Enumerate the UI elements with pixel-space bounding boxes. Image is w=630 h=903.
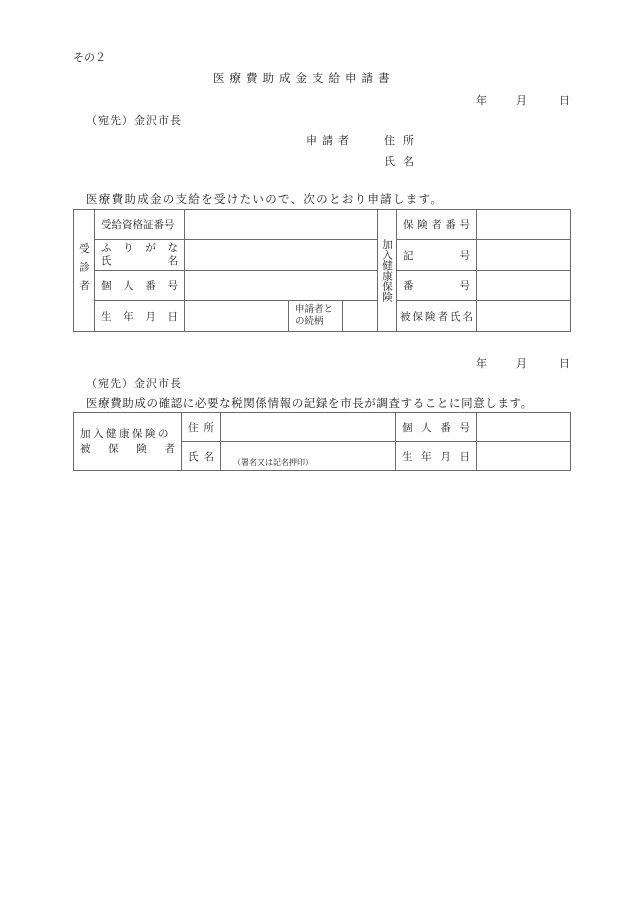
addressee: （宛先）金沢市長 xyxy=(86,114,182,127)
page-title: 医療費助成金支給申請書 xyxy=(213,71,395,85)
insured-address-field[interactable] xyxy=(221,413,396,442)
insured-signature-field[interactable] xyxy=(221,442,396,471)
patient-name-field[interactable] xyxy=(185,240,378,271)
insurer-number-label: 保 険 者 番 号 xyxy=(397,210,477,240)
consent-date-day-label: 日 xyxy=(559,357,570,370)
insured-address-label: 住所 xyxy=(182,413,221,442)
consent-date-year-label: 年 xyxy=(476,357,487,370)
date-year-label: 年 xyxy=(476,94,487,107)
consent-statement: 医療費助成の確認に必要な税関係情報の記録を市長が調査することに同意します。 xyxy=(86,396,533,410)
insured-personal-number-label: 個 人 番 号 xyxy=(396,413,477,442)
cert-number-label: 受給資格証番号 xyxy=(95,210,185,240)
number-field[interactable] xyxy=(477,271,571,301)
furigana-name-label: ふ り が な 氏 名 xyxy=(95,240,185,271)
relation-label: 申請者と の続柄 xyxy=(289,301,343,332)
date-day-label: 日 xyxy=(559,94,570,107)
personal-number-label: 個 人 番 号 xyxy=(95,271,185,301)
insurance-group-label: 加入健康保険 xyxy=(378,210,397,332)
date-month-label: 月 xyxy=(516,94,527,107)
consent-table xyxy=(73,412,571,471)
cert-number-field[interactable] xyxy=(185,210,378,240)
birthdate-label: 生 年 月 日 xyxy=(95,301,185,332)
applicant-label: 申請者 xyxy=(306,134,354,147)
number-label: 番 号 xyxy=(397,271,477,301)
form-number: その２ xyxy=(73,51,106,64)
applicant-name-label: 氏名 xyxy=(384,155,422,168)
birthdate-field[interactable] xyxy=(185,301,289,332)
insured-name-field[interactable] xyxy=(477,301,571,332)
applicant-address-label: 住所 xyxy=(384,134,422,147)
consent-date-month-label: 月 xyxy=(516,357,527,370)
insured-group-label: 加入健康保険の 被 保 険 者 xyxy=(74,413,182,471)
patient-group-label: 受診者 xyxy=(74,210,95,332)
symbol-field[interactable] xyxy=(477,240,571,271)
symbol-label: 記 号 xyxy=(397,240,477,271)
insured-personal-number-field[interactable] xyxy=(477,413,571,442)
relation-field[interactable] xyxy=(343,301,378,332)
insured-birthdate-field[interactable] xyxy=(477,442,571,471)
intro-text: 医療費助成金の支給を受けたいので、次のとおり申請します。 xyxy=(86,192,444,206)
signature-note: （署名又は記名押印） xyxy=(233,458,313,467)
insurer-number-field[interactable] xyxy=(477,210,571,240)
consent-addressee: （宛先）金沢市長 xyxy=(86,377,182,390)
insured-name-label-2: 氏名 xyxy=(182,442,221,471)
insured-birthdate-label: 生 年 月 日 xyxy=(396,442,477,471)
insured-name-label: 被 保 険 者 氏 名 xyxy=(397,301,477,332)
application-table xyxy=(73,209,571,332)
personal-number-field[interactable] xyxy=(185,271,378,301)
